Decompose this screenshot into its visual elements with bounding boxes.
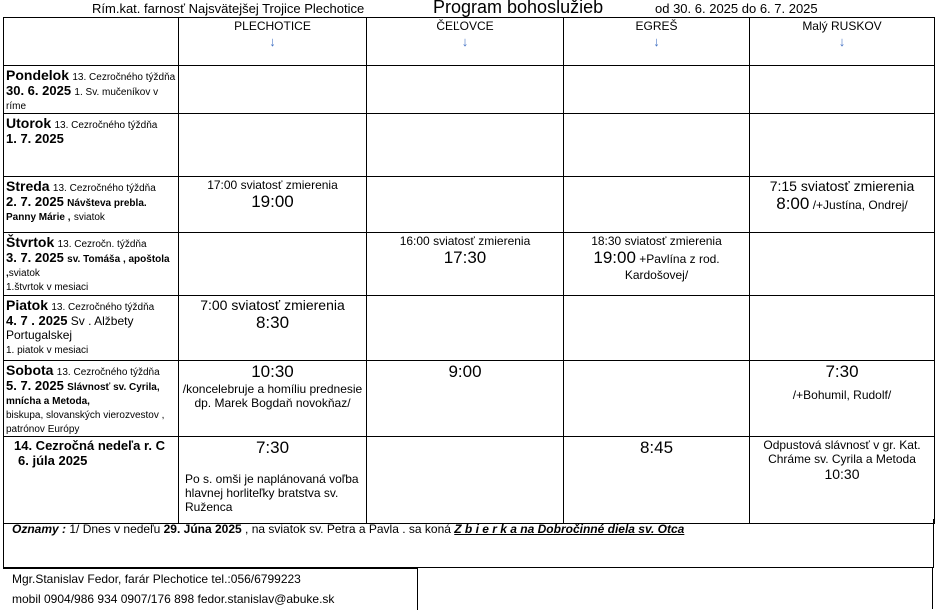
arrow-down-icon: ↓ [461, 34, 469, 49]
row-friday [4, 296, 935, 361]
collection-announcement: Z b i e r k a na Dobročinné diela sv. Otca [454, 522, 685, 536]
schedule-table [3, 17, 935, 524]
cell-sun-egres: 8:45 [564, 437, 750, 524]
cell-wed-ruskov: 7:15 sviatosť zmierenia 8:00 /+Justína, Ondrej/ [750, 177, 935, 233]
date-range: od 30. 6. 2025 do 6. 7. 2025 [655, 1, 818, 16]
corner-cell [4, 18, 179, 66]
signature-block [3, 568, 418, 610]
cell-sat-ruskov: 7:30 /+Bohumil, Rudolf/ [750, 361, 935, 437]
column-egres: EGREŠ ↓ [564, 18, 750, 66]
day-label-sunday: 14. Cezročná nedeľa r. C 6. júla 2025 [4, 437, 179, 524]
right-border [932, 568, 933, 609]
day-label-tuesday: Utorok 13. Cezročného týždňa 1. 7. 2025 [4, 114, 179, 177]
day-label-monday: Pondelok 13. Cezročného týždňa 30. 6. 2025 1. Sv. mučeníkov v ríme [4, 66, 179, 114]
day-label-saturday: Sobota 13. Cezročného týždňa 5. 7. 2025 Slávnosť sv. Cyrila, mnícha a Metoda, biskupa, slovanských vierozvestov , patrónov Európy [4, 361, 179, 437]
row-thursday [4, 233, 935, 296]
cell-sun-ruskov: Odpustová slávnosť v gr. Kat. Chráme sv. Cyrila a Metoda 10:30 [750, 437, 935, 524]
cell-sat-celovce: 9:00 [367, 361, 564, 437]
header-row [4, 18, 935, 66]
announcements-label: Oznamy : [12, 522, 67, 536]
arrow-down-icon: ↓ [838, 34, 846, 49]
day-label-friday: Piatok 13. Cezročného týždňa 4. 7 . 2025 Sv . Alžbety Portugalskej 1. piatok v mesiaci [4, 296, 179, 361]
page-header [0, 0, 938, 17]
cell-fri-plechotice: 7:00 sviatosť zmierenia 8:30 [179, 296, 367, 361]
cell-sun-plechotice: 7:30 Po s. omši je naplánovaná voľba hlavnej horliteľky bratstva sv. Ruženca [179, 437, 367, 524]
signature-line-2: mobil 0904/986 934 0907/176 898 fedor.stanislav@abuke.sk [12, 592, 335, 606]
column-plechotice: PLECHOTICE ↓ [179, 18, 367, 66]
row-sunday [4, 437, 935, 524]
row-tuesday [4, 114, 935, 177]
row-saturday [4, 361, 935, 437]
announcements: Oznamy : 1/ Dnes v nedeľu 29. Júna 2025 , na sviatok sv. Petra a Pavla . sa koná Z b i e r k a na Dobročinné diela sv. Otca [3, 519, 934, 568]
parish-name: Rím.kat. farnosť Najsvätejšej Trojice Plechotice [92, 1, 365, 16]
day-label-thursday: Štvrtok 13. Cezročn. týždňa 3. 7. 2025 sv. Tomáša , apoštola ,sviatok 1.štvrtok v mesiaci [4, 233, 179, 296]
cell-thu-celovce: 16:00 sviatosť zmierenia 17:30 [367, 233, 564, 296]
cell-wed-plechotice: 17:00 sviatosť zmierenia 19:00 [179, 177, 367, 233]
day-label-wednesday: Streda 13. Cezročného týždňa 2. 7. 2025 Návšteva prebla. Panny Márie , sviatok [4, 177, 179, 233]
column-celovce: ČEĽOVCE ↓ [367, 18, 564, 66]
row-monday [4, 66, 935, 114]
arrow-down-icon: ↓ [653, 34, 660, 49]
cell-sat-plechotice: 10:30 /koncelebruje a homíliu prednesie dp. Marek Bogdaň novokňaz/ [179, 361, 367, 437]
row-wednesday [4, 177, 935, 233]
signature-line-1: Mgr.Stanislav Fedor, farár Plechotice tel.:056/6799223 [12, 572, 301, 586]
cell-thu-egres: 18:30 sviatosť zmierenia 19:00 +Pavlína z rod. Kardošovej/ [564, 233, 750, 296]
arrow-down-icon: ↓ [269, 34, 276, 49]
column-maly-ruskov: Malý RUSKOV ↓ [750, 18, 935, 66]
program-title: Program bohoslužieb [433, 0, 604, 17]
